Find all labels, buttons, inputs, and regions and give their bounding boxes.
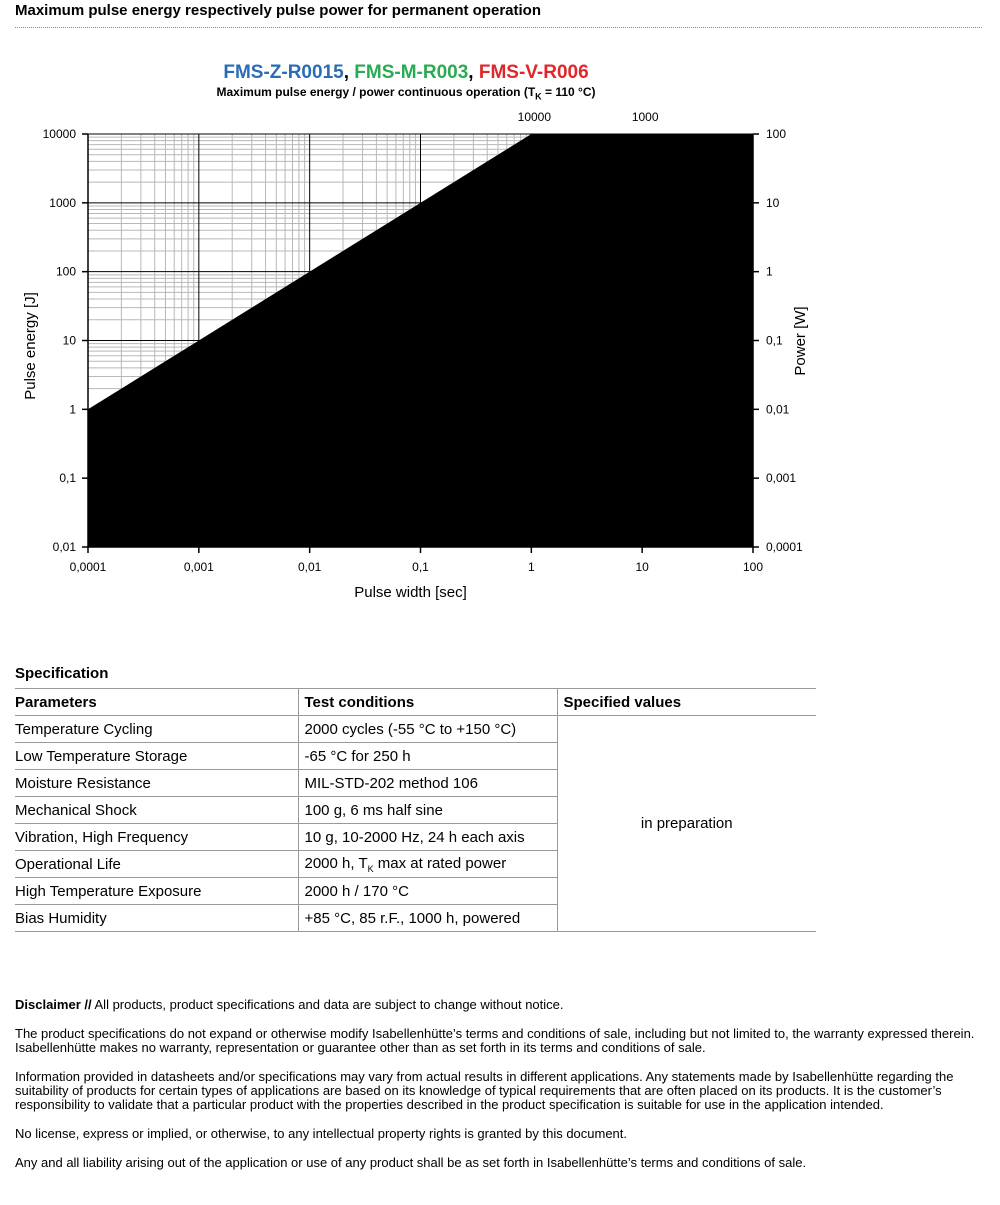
spec-condition: +85 °C, 85 r.F., 1000 h, powered bbox=[298, 905, 557, 932]
chart-title bbox=[0, 62, 812, 84]
y-tick-label: 100 bbox=[55, 264, 76, 279]
disclaimer-paragraph: No license, express or implied, or otherwise, to any intellectual property rights is granted by this document. bbox=[15, 1126, 628, 1141]
y-tick-label: 1000 bbox=[49, 195, 76, 210]
y-tick-label: 10 bbox=[62, 333, 76, 348]
y2-tick-label: 100 bbox=[766, 127, 787, 141]
y2-tick-label: 0,1 bbox=[766, 333, 783, 348]
spec-condition: MIL-STD-202 method 106 bbox=[298, 770, 557, 797]
spec-condition: 2000 cycles (-55 °C to +150 °C) bbox=[298, 716, 557, 743]
disclaimer-label: Disclaimer // bbox=[15, 997, 92, 1012]
y-tick-label: 10000 bbox=[42, 127, 76, 141]
chart-title-separator: , bbox=[468, 62, 479, 83]
x-tick-label: 0,001 bbox=[183, 560, 214, 574]
page-heading: Maximum pulse energy respectively pulse power for permanent operation bbox=[15, 2, 541, 19]
spec-specified-value: in preparation bbox=[557, 716, 816, 932]
x-tick-label: 10 bbox=[635, 560, 649, 574]
y-tick-label: 1 bbox=[69, 402, 76, 417]
spec-condition: 100 g, 6 ms half sine bbox=[298, 797, 557, 824]
spec-header-specified-values: Specified values bbox=[557, 689, 816, 716]
spec-condition bbox=[298, 851, 557, 878]
spec-param: Mechanical Shock bbox=[15, 797, 298, 824]
x-tick-label: 1 bbox=[527, 560, 535, 574]
y-tick-label: 0,1 bbox=[59, 471, 76, 486]
disclaimer-paragraph: The product specifications do not expand or otherwise modify Isabellenhütte’s terms and conditions of sale, including but not limited to, the warranty expressed therein. Isabellenhütte makes no warranty, representation or guarantee other than as set forth in its terms and conditions of sale. bbox=[15, 1026, 975, 1055]
x-tick-label: 0,0001 bbox=[69, 560, 107, 574]
chart-title-part-v: FMS-V-R006 bbox=[478, 62, 589, 83]
chart-subtitle-sub: K bbox=[535, 91, 542, 102]
pulse-energy-chart bbox=[0, 100, 812, 610]
top-annotation-label: 10000 bbox=[517, 110, 552, 124]
spec-condition-sub: K bbox=[367, 863, 374, 874]
spec-param: High Temperature Exposure bbox=[15, 878, 298, 905]
y2-tick-label: 10 bbox=[766, 195, 780, 210]
y-tick-label: 0,01 bbox=[52, 540, 76, 554]
x-tick-label: 100 bbox=[742, 560, 764, 574]
spec-condition-part: 2000 h, T bbox=[304, 854, 368, 872]
disclaimer-paragraph: Information provided in datasheets and/or specifications may vary from actual results in different applications. Any statements made by Isabellenhütte regarding the suitability of products for certain types of applications are based on its knowledge of typical requirements that are often placed on its products. It is the customer’s responsibility to validate that a particular product with the properties described in the product specification is suitable for use in the application intended. bbox=[15, 1069, 954, 1112]
spec-param: Moisture Resistance bbox=[15, 770, 298, 797]
chart-title-separator: , bbox=[343, 62, 355, 83]
spec-condition: -65 °C for 250 h bbox=[298, 743, 557, 770]
spec-title: Specification bbox=[15, 665, 109, 682]
y-axis-title: Pulse energy [J] bbox=[22, 292, 39, 400]
x-tick-label: 0,01 bbox=[297, 560, 322, 574]
disclaimer-paragraph: Any and all liability arising out of the application or use of any product shall be as set forth in Isabellenhütte’s terms and conditions of sale. bbox=[15, 1155, 807, 1170]
spec-header-row bbox=[15, 689, 816, 716]
y2-tick-label: 0,01 bbox=[766, 402, 790, 417]
y2-tick-label: 0,001 bbox=[766, 471, 797, 486]
spec-param: Bias Humidity bbox=[15, 905, 298, 932]
y2-axis-title: Power [W] bbox=[792, 306, 809, 376]
spec-header-parameters: Parameters bbox=[15, 689, 298, 716]
disclaimer bbox=[15, 998, 975, 1185]
x-axis-title: Pulse width [sec] bbox=[354, 584, 467, 601]
spec-param: Operational Life bbox=[15, 851, 298, 878]
spec-param: Vibration, High Frequency bbox=[15, 824, 298, 851]
chart-subtitle-end: = 110 °C) bbox=[541, 85, 596, 99]
chart-title-part-z: FMS-Z-R0015 bbox=[223, 62, 344, 83]
top-annotation-label: 1000 bbox=[631, 110, 659, 124]
x-tick-label: 0,1 bbox=[412, 560, 429, 574]
spec-table bbox=[15, 688, 816, 932]
spec-condition: 2000 h / 170 °C bbox=[298, 878, 557, 905]
chart-title-part-m: FMS-M-R003 bbox=[354, 62, 469, 83]
spec-condition-part: max at rated power bbox=[373, 854, 507, 872]
spec-param: Low Temperature Storage bbox=[15, 743, 298, 770]
disclaimer-lead-text: All products, product specifications and data are subject to change without notice. bbox=[91, 997, 564, 1012]
y2-tick-label: 0,0001 bbox=[766, 540, 803, 554]
chart-subtitle-main: Maximum pulse energy / power continuous operation (T bbox=[216, 85, 536, 99]
dotted-divider bbox=[15, 27, 982, 28]
table-row bbox=[15, 716, 816, 743]
spec-condition: 10 g, 10-2000 Hz, 24 h each axis bbox=[298, 824, 557, 851]
y2-tick-label: 1 bbox=[766, 264, 773, 279]
spec-header-test-conditions: Test conditions bbox=[298, 689, 557, 716]
spec-param: Temperature Cycling bbox=[15, 716, 298, 743]
chart-subtitle bbox=[0, 85, 812, 101]
disclaimer-lead bbox=[15, 998, 975, 1012]
